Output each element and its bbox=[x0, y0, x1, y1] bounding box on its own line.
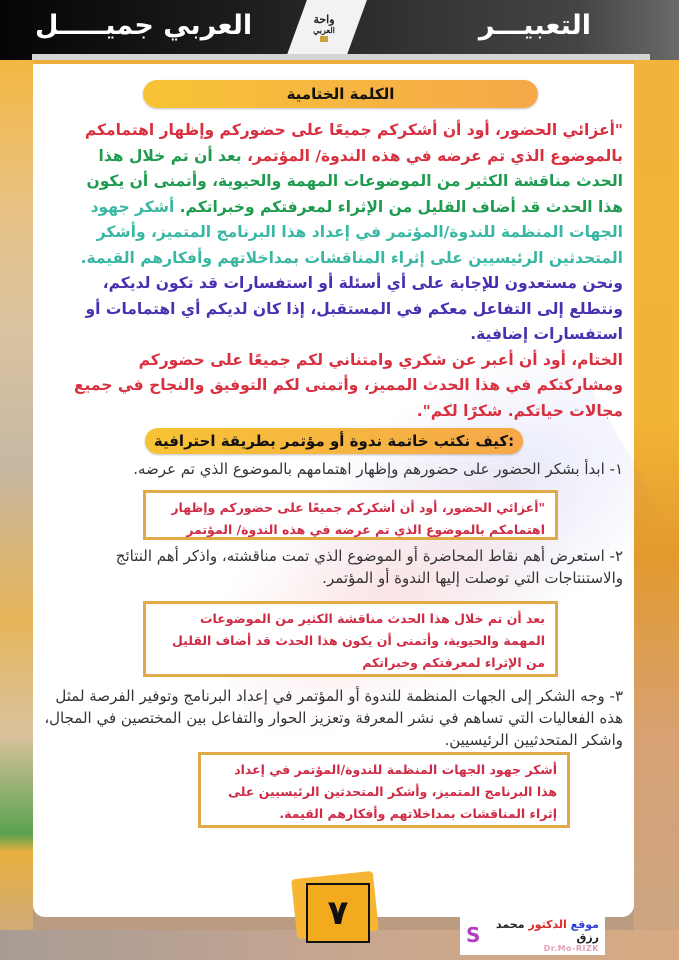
logo-square bbox=[320, 36, 328, 42]
step-2-example-box: بعد أن تم خلال هذا الحدث مناقشة الكثير من الموضوعات المهمة والحيوية، وأتمنى أن يكون هذا الحدث قد أضاف القليل من الإثراء لمعرفتكم وخبراتكم bbox=[143, 601, 558, 677]
header-subject-title: التعبيـــر bbox=[478, 10, 591, 41]
brand-logo-icon bbox=[311, 10, 337, 46]
closing-speech-paragraph bbox=[63, 118, 623, 424]
speech-part-thanks-organizers: أشكر جهود الجهات المنظمة للندوة/المؤتمر في إعداد هذا البرنامج المتميز، وأشكر المتحدثين الرئيسيين على إثراء المناقشات بمداخلاتهم وأفكارهم القيمة. bbox=[80, 197, 623, 267]
site-logo-swoosh-icon: S bbox=[466, 923, 481, 947]
step-2-text: ٢- استعرض أهم نقاط المحاضرة أو الموضوع الذي تمت مناقشته، واذكر أهم النتائج والاستنتاجات التي توصلت إليها الندوة أو المؤتمر. bbox=[115, 547, 623, 587]
background-left-book-image bbox=[0, 60, 33, 960]
speech-part-greeting: "أعزائي الحضور، أود أن أشكركم جميعًا على حضوركم وإظهار اهتمامكم بالموضوع الذي تم عرضه في هذه الندوة/ المؤتمر، bbox=[84, 121, 623, 165]
page-number: ٧ bbox=[306, 883, 370, 943]
site-logo-latin: Dr.Mo-RIZK bbox=[543, 943, 599, 953]
site-name-part3: محمد رزق bbox=[496, 917, 599, 944]
site-logo-arabic bbox=[480, 918, 599, 944]
site-logo bbox=[460, 915, 605, 955]
site-name-part1: موقع bbox=[570, 917, 599, 931]
step-3-example-box: أشكر جهود الجهات المنظمة للندوة/المؤتمر في إعداد هذا البرنامج المتميز، وأشكر المتحدثين الرئيسيين على إثراء المناقشات بمداخلاتهم وأفكارهم القيمة. bbox=[198, 752, 570, 828]
step-1-text: ١- ابدأ بشكر الحضور على حضورهم وإظهار اهتمامهم بالموضوع الذي تم عرضه. bbox=[133, 460, 623, 478]
speech-part-summary: بعد أن تم خلال هذا الحدث مناقشة الكثير من الموضوعات المهمة والحيوية، وأتمنى أن يكون هذا الحدث قد أضاف القليل من الإثراء لمعرفتكم وخبراتكم. bbox=[86, 146, 623, 216]
section-heading-how-to-write: كيف نكتب خاتمة ندوة أو مؤتمر بطريقة احترافية: bbox=[145, 428, 523, 454]
speech-part-conclusion: الختام، أود أن أعبر عن شكري وامتناني لكم جميعًا على حضوركم ومشاركتكم في هذا الحدث المميز، وأتمنى لكم التوفيق والنجاح في جميع مجالات حياتكم. شكرًا لكم". bbox=[73, 350, 623, 420]
logo-text-bottom: العربي bbox=[313, 24, 335, 35]
section-heading-closing-speech: الكلمة الختامية bbox=[143, 80, 538, 108]
header-strip bbox=[32, 54, 650, 60]
header-series-title: العربي جميـــــل bbox=[35, 10, 253, 41]
site-name-part2: الدكتور bbox=[528, 917, 567, 931]
background-right-book-image bbox=[634, 60, 679, 960]
step-1-example-box: "أعزائي الحضور، أود أن أشكركم جميعًا على حضوركم وإظهار اهتمامكم بالموضوع الذي تم عرضه في هذه الندوة/ المؤتمر bbox=[143, 490, 558, 540]
speech-part-questions: ونحن مستعدون للإجابة على أي أسئلة أو استفسارات قد تكون لديكم، ونتطلع إلى التفاعل معكم في المستقبل، إذا كان لديكم أي اهتمامات أو استفسارات إضافية. bbox=[85, 274, 623, 343]
step-3-text: ٣- وجه الشكر إلى الجهات المنظمة للندوة أو المؤتمر في إعداد البرنامج وتوفير الفرصة لمثل هذه الفعاليات التي تساهم في نشر المعرفة وتعزيز الحوار والتفاعل بين المختصين في المجال، واشكر المتحدثيين الرئيسيين. bbox=[44, 687, 623, 749]
logo-text-top: واحة bbox=[313, 12, 335, 26]
page-header bbox=[0, 0, 679, 60]
